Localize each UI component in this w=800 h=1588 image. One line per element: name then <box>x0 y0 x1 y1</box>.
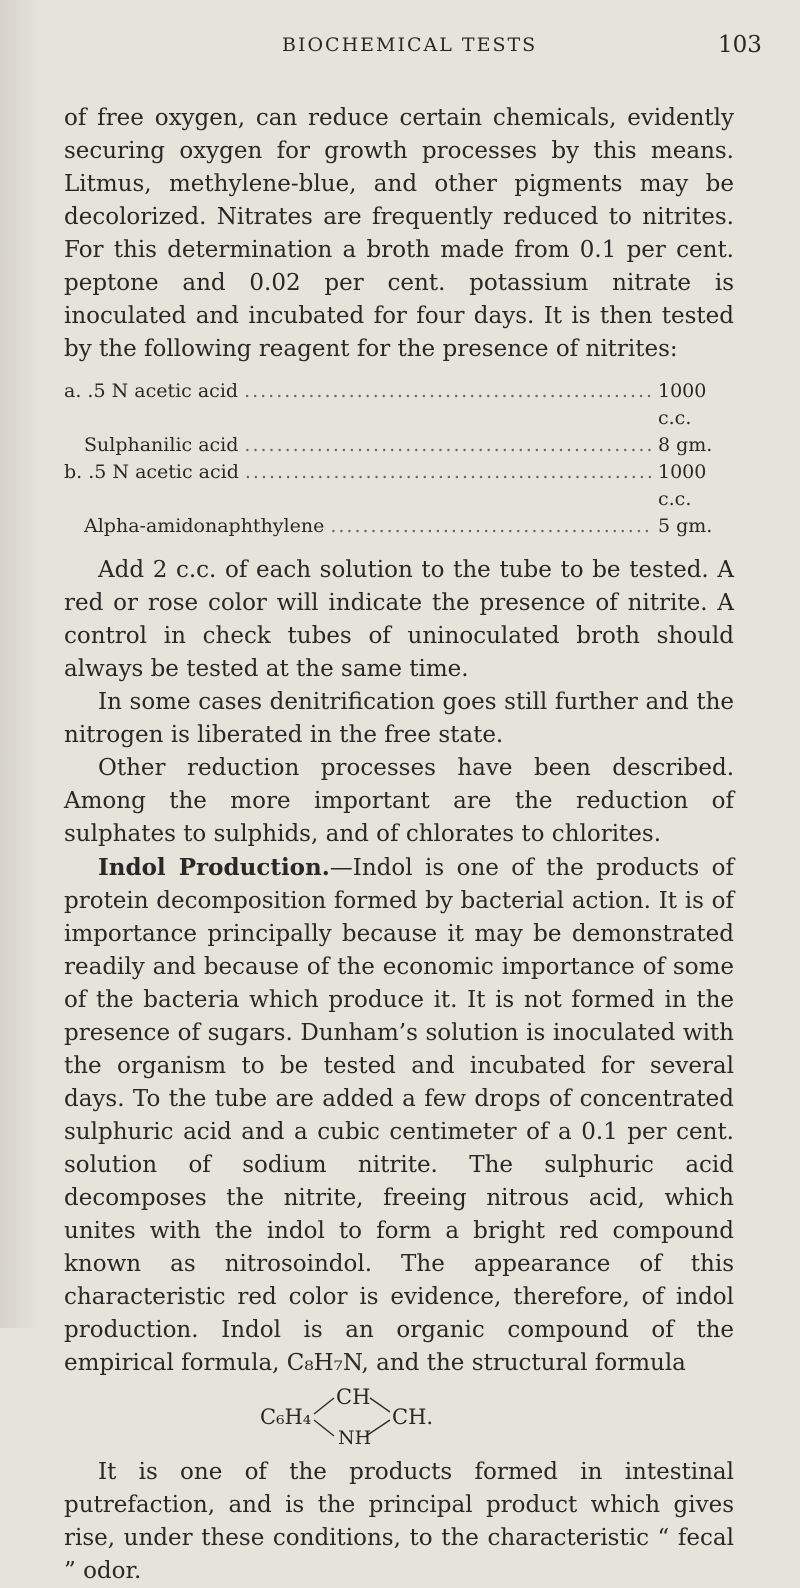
reagent-label: Alpha-amidonaphthylene <box>84 515 325 537</box>
bond-line <box>370 1398 390 1412</box>
section-heading-indol: Indol Production. <box>98 854 330 881</box>
indol-structure-diagram <box>254 1382 474 1452</box>
paragraph-nitrite-reduction: of free oxygen, can reduce certain chemicals, evidently securing oxygen for growth processes by this means. Litmus, methylene-blue, and other pigments may be decolorized. Nitrates are frequently reduced to nitrites. For this determination a broth made from 0.1 per cent. peptone and 0.02 per cent. potassium nitrate is inoculated and incubated for four days. It is then tested by the following reagent for the presence of nitrites: <box>64 105 734 362</box>
body-text <box>64 102 734 1588</box>
page-header <box>0 32 800 62</box>
leader-dots <box>245 459 652 486</box>
bond-line <box>314 1398 334 1414</box>
formula-right-group: CH. <box>392 1405 434 1429</box>
leader-dots <box>244 378 652 405</box>
reagent-quantity: 1000 c.c. <box>658 380 707 429</box>
reagent-quantity: 5 gm. <box>658 515 713 537</box>
paragraph-putrefaction: It is one of the products formed in intestinal putrefaction, and is the principal product which gives rise, under these conditions, to the characteristic “ fecal ” odor. <box>64 1459 734 1584</box>
running-head: BIOCHEMICAL TESTS <box>282 34 538 56</box>
formula-top-group: CH <box>336 1385 371 1409</box>
reagent-row <box>64 432 734 459</box>
page-number: 103 <box>718 32 762 58</box>
reagent-quantity: 1000 c.c. <box>658 461 707 510</box>
paragraph-test-procedure: Add 2 c.c. of each solution to the tube to be tested. A red or rose color will indicate the presence of nitrite. A control in check tubes of uninoculated broth should always be tested at the same time. <box>64 557 734 682</box>
reagent-row <box>64 378 734 432</box>
reagent-row <box>64 459 734 513</box>
structural-formula <box>64 1382 734 1452</box>
bond-line <box>314 1420 334 1436</box>
reagent-list <box>64 378 734 540</box>
formula-bottom-group: NH <box>338 1427 372 1449</box>
reagent-row <box>64 513 734 540</box>
reagent-label: b. .5 N acetic acid <box>64 461 239 483</box>
paragraph-indol-production <box>64 851 734 1380</box>
paragraph-denitrification: In some cases denitrification goes still further and the nitrogen is liberated in the free state. <box>64 689 734 748</box>
formula-benzene-group: C₆H₄ <box>260 1405 312 1429</box>
reagent-quantity: 8 gm. <box>658 434 713 456</box>
page-gutter-shadow <box>0 0 40 1328</box>
reagent-label: a. .5 N acetic acid <box>64 380 239 402</box>
paragraph-other-reductions: Other reduction processes have been described. Among the more important are the reduction of sulphates to sulphids, and of chlorates to chlorites. <box>64 755 734 847</box>
leader-dots <box>244 432 652 459</box>
indol-text: —Indol is one of the products of protein decomposition formed by bacterial action. It is of importance principally because it may be demonstrated readily and because of the economic importance of some of the bacteria which produce it. It is not formed in the presence of sugars. Dunham’s solution is inoculated with the organism to be tested and incubated for several days. To the tube are added a few drops of concentrated sulphuric acid and a cubic centimeter of a 0.1 per cent. solution of sodium nitrite. The sulphuric acid decomposes the nitrite, freeing nitrous acid, which unites with the indol to form a bright red compound known as nitrosoindol. The appearance of this characteristic red color is evidence, therefore, of indol production. Indol is an organic compound of the empirical formula, C₈H₇N, and the structural formula <box>64 855 734 1376</box>
reagent-label: Sulphanilic acid <box>84 434 239 456</box>
leader-dots <box>330 513 652 540</box>
